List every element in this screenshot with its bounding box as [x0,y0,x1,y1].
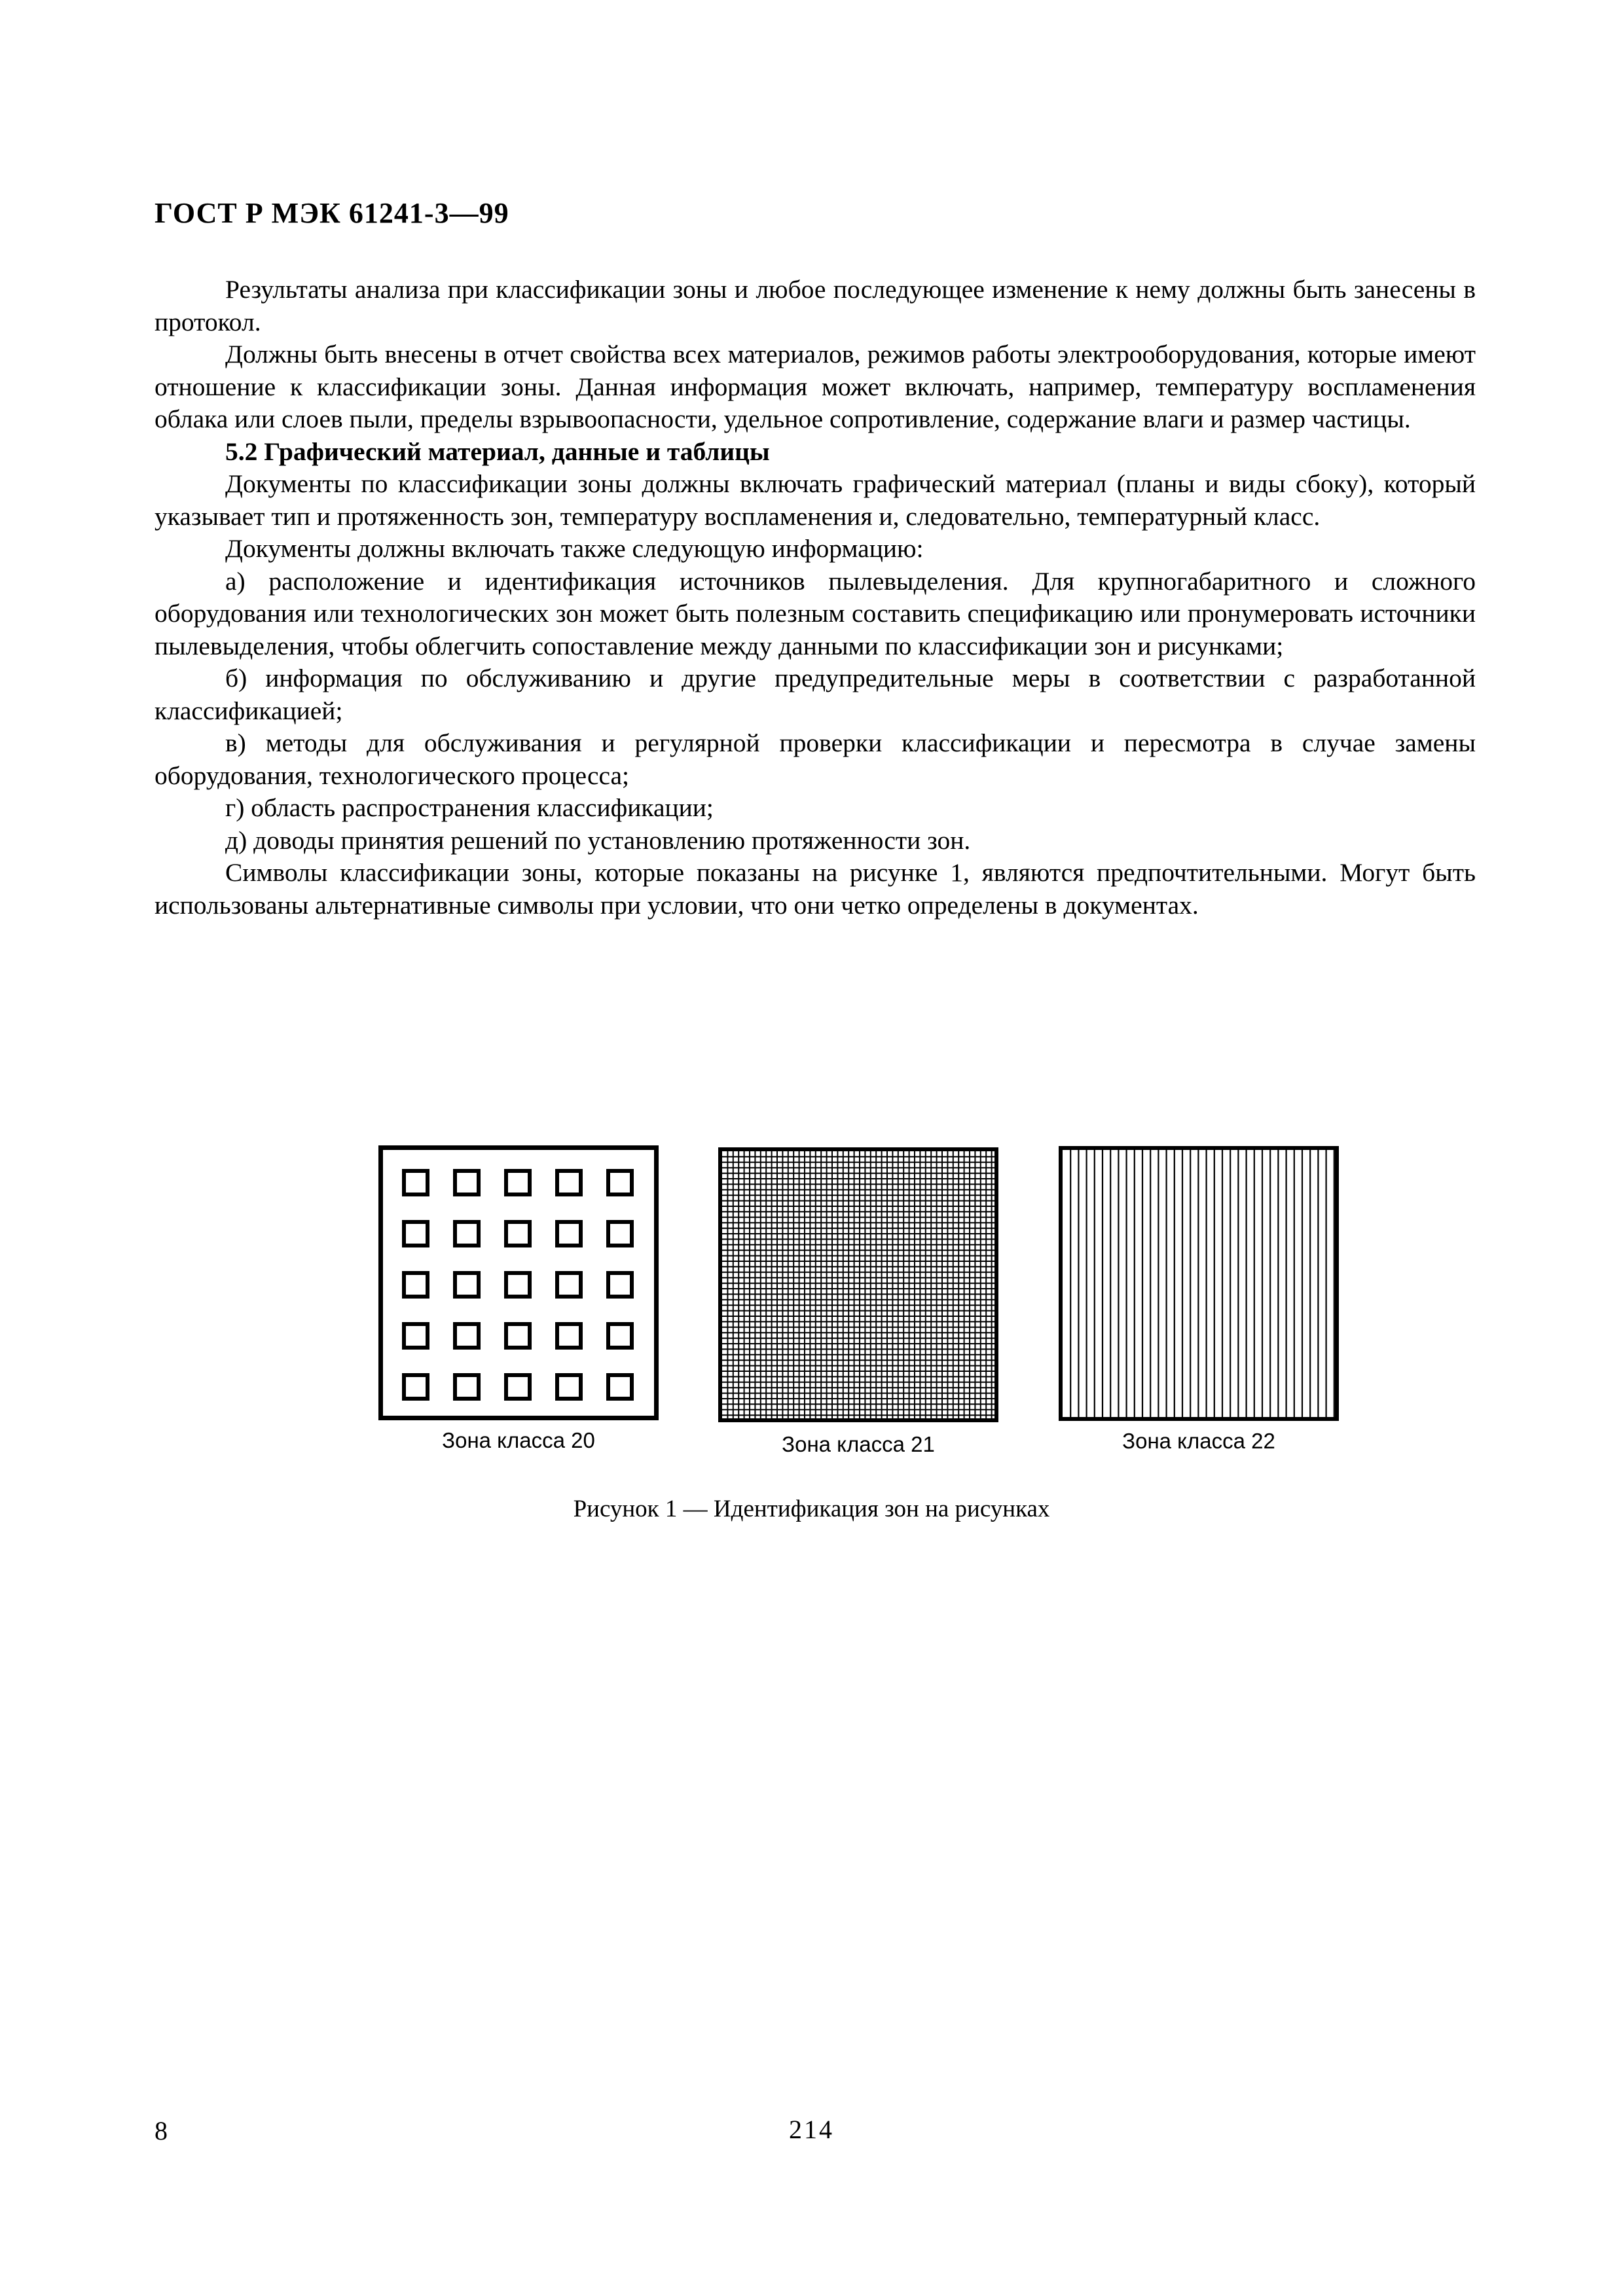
document-code: ГОСТ Р МЭК 61241-3—99 [155,197,509,229]
list-item: г) область распространения классификации; [225,793,714,822]
list-item: в) методы для обслуживания и регулярной проверки классификации и пересмотра в случае замены оборудования, технологического процесса; [155,728,1476,790]
list-item: б) информация по обслуживанию и другие предупредительные меры в соответствии с разработанной классификацией; [155,664,1476,725]
vertical-lines-pattern [1063,1150,1335,1417]
pattern-square [608,1222,632,1246]
pattern-square [455,1171,479,1194]
paragraph: Символы классификации зоны, которые показаны на рисунке 1, являются предпочтительными. Могут быть использованы альтернативные символы при условии, что они четко определены в документах. [155,858,1476,920]
zone-20-label: Зона класса 20 [442,1428,595,1452]
figure-1 [378,1145,1295,1466]
pattern-square [404,1324,428,1348]
pattern-square [608,1171,632,1194]
pattern-square [557,1222,581,1246]
list-item: а) расположение и идентификация источников пылевыделения. Для крупногабаритного и сложного оборудования или технологических зон может быть полезным составить спецификацию или пронумеровать источники пылевыделения, чтобы облегчить сопоставление между данными по классификации зон и рисунками; [155,566,1476,660]
paragraph: Документы по классификации зоны должны включать графический материал (планы и виды сбоку), который указывает тип и протяженность зон, температуру воспламенения и, следовательно, температурный класс. [155,469,1476,531]
pattern-square [608,1324,632,1348]
pattern-square [506,1375,530,1399]
zone-20-symbol [378,1145,659,1420]
pattern-square [455,1222,479,1246]
squares-grid-pattern [383,1150,654,1416]
zone-22-symbol [1059,1146,1339,1421]
pattern-square [404,1222,428,1246]
page-number-left: 8 [155,2116,168,2145]
crosshatch-pattern [722,1151,994,1418]
pattern-square [608,1273,632,1297]
list-item: д) доводы принятия решений по установлению протяженности зон. [225,825,971,855]
pattern-square [455,1324,479,1348]
zone-21-symbol [718,1147,998,1422]
pattern-square [608,1375,632,1399]
pattern-square [506,1324,530,1348]
section-heading: 5.2 Графический материал, данные и таблицы [225,437,770,466]
zone-22-label: Зона класса 22 [1122,1429,1275,1453]
pattern-square [557,1375,581,1399]
pattern-square [557,1324,581,1348]
pattern-square [506,1222,530,1246]
page-number-center: 214 [789,2115,834,2144]
pattern-square [455,1375,479,1399]
pattern-square [404,1171,428,1194]
paragraph: Результаты анализа при классификации зоны и любое последующее изменение к нему должны быть занесены в протокол. [155,275,1476,336]
pattern-square [404,1273,428,1297]
pattern-square [506,1171,530,1194]
figure-caption: Рисунок 1 — Идентификация зон на рисунках [573,1496,1050,1522]
paragraph: Документы должны включать также следующую информацию: [225,534,924,563]
pattern-square [557,1273,581,1297]
pattern-square [506,1273,530,1297]
pattern-square [557,1171,581,1194]
pattern-square [455,1273,479,1297]
paragraph: Должны быть внесены в отчет свойства всех материалов, режимов работы электрооборудования, которые имеют отношение к классификации зоны. Данная информация может включать, например, температуру воспламенения облака или слоев пыли, пределы взрывоопасности, удельное сопротивление, содержание влаги и размер частицы. [155,340,1476,433]
zone-21-label: Зона класса 21 [782,1432,935,1456]
pattern-square [404,1375,428,1399]
body-text [155,274,1476,922]
